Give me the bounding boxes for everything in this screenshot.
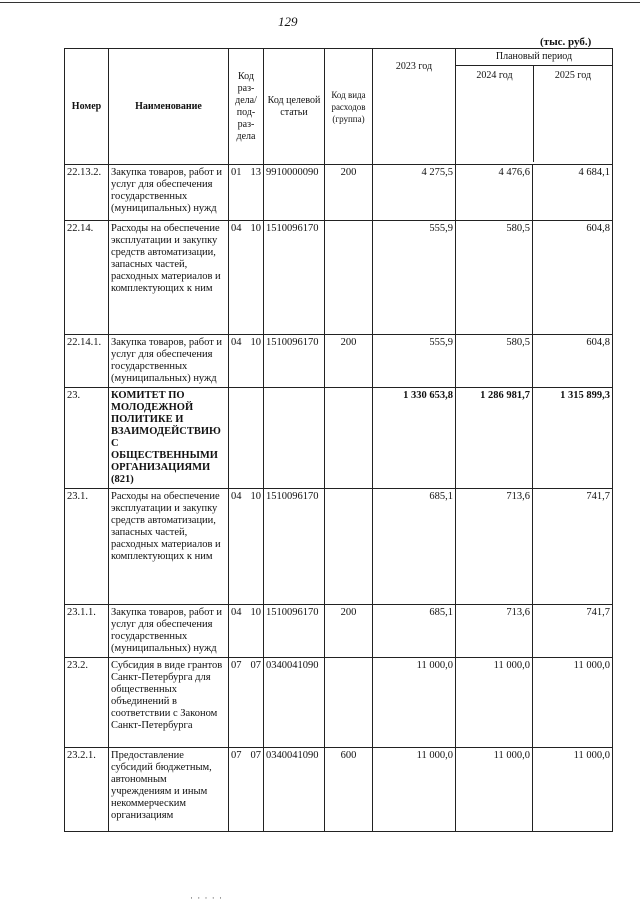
row-2024: 4 476,6	[456, 165, 533, 221]
row-name: Закупка товаров, работ и услуг для обеспечения государственных (муниципальных) нужд	[109, 605, 229, 658]
header-2025: 2025 год	[554, 70, 592, 81]
budget-table	[64, 48, 613, 832]
row-number: 23.	[65, 388, 109, 489]
row-name: Предоставление субсидий бюджетным, автономным учреждениям и иным некоммерческим организациям	[109, 748, 229, 832]
row-2025: 11 000,0	[533, 748, 613, 832]
row-number: 22.13.2.	[65, 165, 109, 221]
row-target: 0340041090	[264, 748, 325, 832]
row-target: 0340041090	[264, 658, 325, 748]
row-razdel: 04	[231, 223, 242, 234]
units-label: (тыс. руб.)	[540, 36, 592, 48]
row-2023: 11 000,0	[373, 658, 456, 748]
row-name: КОМИТЕТ ПО МОЛОДЕЖНОЙ ПОЛИТИКЕ И ВЗАИМОДЕЙСТВИЮ С ОБЩЕСТВЕННЫМИ ОРГАНИЗАЦИЯМИ (821)	[109, 388, 229, 489]
row-razdel: 04	[231, 337, 242, 348]
row-2024: 11 000,0	[456, 658, 533, 748]
row-2025: 604,8	[533, 221, 613, 335]
row-section	[229, 658, 264, 748]
row-expense-type: 200	[325, 335, 373, 388]
row-2023: 4 275,5	[373, 165, 456, 221]
page-number: 129	[278, 14, 298, 29]
row-2024: 580,5	[456, 335, 533, 388]
row-podrazdel: 13	[250, 167, 261, 178]
row-name: Расходы на обеспечение эксплуатации и закупку средств автоматизации, запасных частей, расходных материалов и комплектующих к ним	[109, 489, 229, 605]
row-name: Расходы на обеспечение эксплуатации и закупку средств автоматизации, запасных частей, расходных материалов и комплектующих к ним	[109, 221, 229, 335]
table-row	[65, 605, 613, 658]
row-section	[229, 388, 264, 489]
table-row	[65, 335, 613, 388]
header-2024: 2024 год	[456, 66, 534, 162]
header-planned-group	[456, 49, 613, 165]
row-2023: 685,1	[373, 605, 456, 658]
row-name: Субсидия в виде грантов Санкт-Петербурга для общественных объединений в соответствии с Законом Санкт-Петербурга	[109, 658, 229, 748]
row-name: Закупка товаров, работ и услуг для обеспечения государственных (муниципальных) нужд	[109, 165, 229, 221]
row-expense-type	[325, 221, 373, 335]
header-number: Номер	[65, 49, 109, 165]
row-2023: 555,9	[373, 335, 456, 388]
row-podrazdel: 07	[250, 660, 261, 671]
row-target: 1510096170	[264, 335, 325, 388]
row-2024: 11 000,0	[456, 748, 533, 832]
row-razdel: 07	[231, 750, 242, 761]
row-number: 23.2.1.	[65, 748, 109, 832]
row-razdel: 07	[231, 660, 242, 671]
bottom-noise: · · · · ·	[190, 893, 223, 903]
row-podrazdel: 07	[250, 750, 261, 761]
row-2023: 1 330 653,8	[373, 388, 456, 489]
row-number: 23.1.	[65, 489, 109, 605]
row-target	[264, 388, 325, 489]
row-razdel: 04	[231, 491, 242, 502]
header-name: Наименование	[109, 49, 229, 165]
row-2025: 741,7	[533, 489, 613, 605]
row-number: 22.14.	[65, 221, 109, 335]
row-number: 23.2.	[65, 658, 109, 748]
row-section	[229, 165, 264, 221]
header-2023: 2023 год	[373, 49, 456, 165]
row-2025: 4 684,1	[533, 165, 613, 221]
row-2023: 685,1	[373, 489, 456, 605]
header-target: Код целевой статьи	[264, 49, 325, 165]
row-section	[229, 335, 264, 388]
row-2023: 555,9	[373, 221, 456, 335]
row-target: 1510096170	[264, 605, 325, 658]
header-expense-type: Код вида расходов (группа)	[325, 49, 373, 165]
row-expense-type	[325, 489, 373, 605]
row-expense-type: 200	[325, 165, 373, 221]
table-row	[65, 489, 613, 605]
row-expense-type	[325, 388, 373, 489]
row-number: 22.14.1.	[65, 335, 109, 388]
row-number: 23.1.1.	[65, 605, 109, 658]
row-expense-type: 200	[325, 605, 373, 658]
row-razdel: 04	[231, 607, 242, 618]
row-2025: 741,7	[533, 605, 613, 658]
row-section	[229, 605, 264, 658]
row-podrazdel: 10	[250, 607, 261, 618]
row-2023: 11 000,0	[373, 748, 456, 832]
row-target: 9910000090	[264, 165, 325, 221]
row-target: 1510096170	[264, 489, 325, 605]
row-2024: 1 286 981,7	[456, 388, 533, 489]
table-row	[65, 748, 613, 832]
table-row	[65, 658, 613, 748]
row-razdel: 01	[231, 167, 242, 178]
row-target: 1510096170	[264, 221, 325, 335]
row-2025: 1 315 899,3	[533, 388, 613, 489]
row-expense-type	[325, 658, 373, 748]
table-row	[65, 221, 613, 335]
row-podrazdel: 10	[250, 337, 261, 348]
row-section	[229, 748, 264, 832]
row-2025: 604,8	[533, 335, 613, 388]
row-expense-type: 600	[325, 748, 373, 832]
top-rule	[0, 2, 640, 3]
row-2025: 11 000,0	[533, 658, 613, 748]
row-section	[229, 221, 264, 335]
row-2024: 713,6	[456, 605, 533, 658]
header-planned: Плановый период	[456, 49, 612, 66]
row-name: Закупка товаров, работ и услуг для обеспечения государственных (муниципальных) нужд	[109, 335, 229, 388]
table-row	[65, 388, 613, 489]
table-row	[65, 165, 613, 221]
row-2024: 713,6	[456, 489, 533, 605]
row-podrazdel: 10	[250, 223, 261, 234]
row-2024: 580,5	[456, 221, 533, 335]
row-podrazdel: 10	[250, 491, 261, 502]
row-section	[229, 489, 264, 605]
header-section: Код раз-дела/ под-раз-дела	[229, 49, 264, 165]
